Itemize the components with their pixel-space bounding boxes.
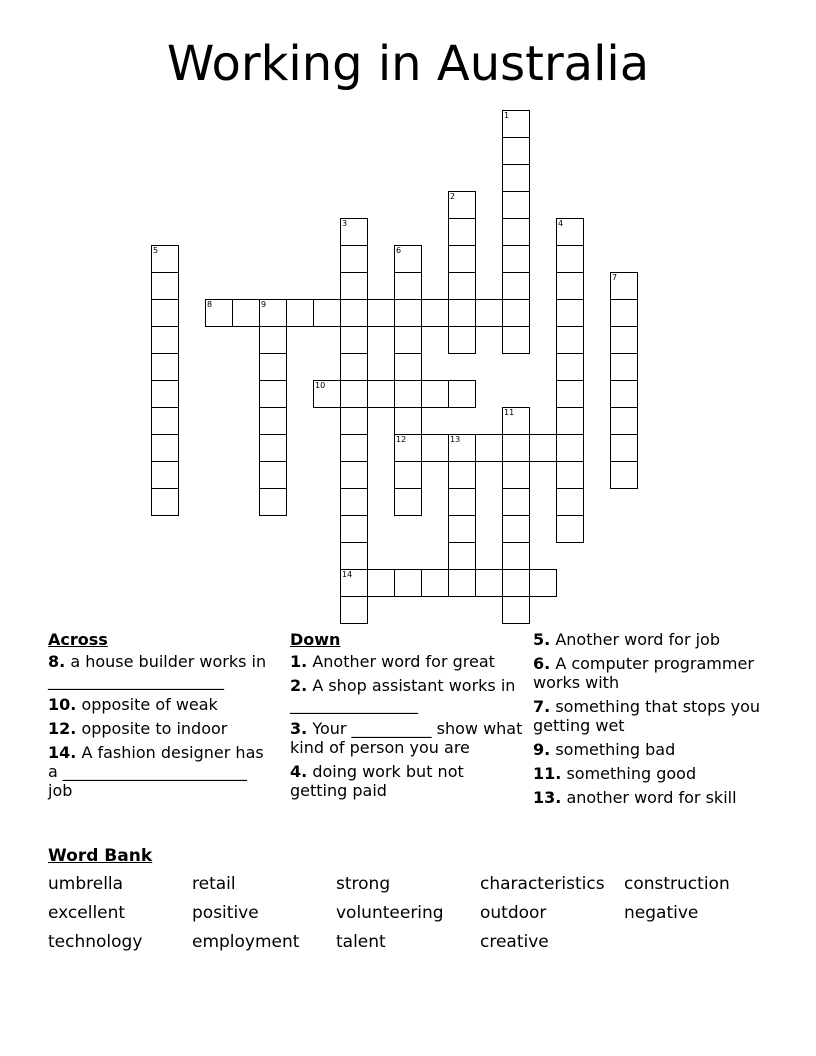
- grid-cell[interactable]: [151, 245, 179, 273]
- clue-number: 2: [450, 192, 456, 201]
- word-bank-word: creative: [480, 932, 549, 952]
- grid-cell[interactable]: [340, 461, 368, 489]
- grid-cell[interactable]: [475, 569, 503, 597]
- grid-cell[interactable]: [556, 488, 584, 516]
- grid-cell[interactable]: [340, 542, 368, 570]
- grid-cell[interactable]: [367, 380, 395, 408]
- grid-cell[interactable]: [502, 326, 530, 354]
- clue-number: 1: [504, 111, 510, 120]
- clue-number: 3: [342, 219, 348, 228]
- grid-cell[interactable]: [610, 272, 638, 300]
- grid-cell[interactable]: [556, 407, 584, 435]
- grid-cell[interactable]: [556, 380, 584, 408]
- word-bank-word: talent: [336, 932, 386, 952]
- grid-cell[interactable]: [151, 380, 179, 408]
- word-bank-word: umbrella: [48, 874, 124, 894]
- grid-cell[interactable]: [151, 461, 179, 489]
- grid-cell[interactable]: [610, 434, 638, 462]
- clue-across-10: 10. opposite of weak: [48, 695, 218, 714]
- grid-cell[interactable]: [259, 353, 287, 381]
- grid-cell[interactable]: [556, 353, 584, 381]
- grid-cell[interactable]: [421, 569, 449, 597]
- grid-cell[interactable]: [394, 407, 422, 435]
- grid-cell[interactable]: [394, 245, 422, 273]
- clue-down-5: 5. Another word for job: [533, 630, 720, 649]
- grid-cell[interactable]: [448, 218, 476, 246]
- grid-cell[interactable]: [556, 272, 584, 300]
- grid-cell[interactable]: [448, 191, 476, 219]
- grid-cell[interactable]: [151, 353, 179, 381]
- grid-cell[interactable]: [610, 299, 638, 327]
- grid-cell[interactable]: [556, 326, 584, 354]
- grid-cell[interactable]: [421, 434, 449, 462]
- grid-cell[interactable]: [340, 299, 368, 327]
- clue-down-9: 9. something bad: [533, 740, 676, 759]
- grid-cell[interactable]: [340, 596, 368, 624]
- grid-cell[interactable]: [502, 299, 530, 327]
- grid-cell[interactable]: [556, 299, 584, 327]
- grid-cell[interactable]: [556, 218, 584, 246]
- grid-cell[interactable]: [502, 488, 530, 516]
- clue-down-1: 1. Another word for great: [290, 652, 495, 671]
- across-clues: [48, 630, 276, 805]
- clue-number: 7: [612, 273, 618, 282]
- grid-cell[interactable]: [367, 299, 395, 327]
- page-title: Working in Australia: [166, 36, 650, 92]
- across-heading: Across: [48, 630, 108, 649]
- grid-cell[interactable]: [394, 569, 422, 597]
- grid-cell[interactable]: [610, 326, 638, 354]
- grid-cell[interactable]: [610, 407, 638, 435]
- grid-cell[interactable]: [313, 299, 341, 327]
- grid-cell[interactable]: [151, 272, 179, 300]
- grid-cell[interactable]: [340, 353, 368, 381]
- grid-cell[interactable]: [556, 461, 584, 489]
- clue-number: 10: [315, 381, 326, 390]
- grid-cell[interactable]: [610, 380, 638, 408]
- grid-cell[interactable]: [556, 245, 584, 273]
- grid-cell[interactable]: [367, 569, 395, 597]
- grid-cell[interactable]: [259, 461, 287, 489]
- word-bank-word: excellent: [48, 903, 126, 923]
- grid-cell[interactable]: [448, 434, 476, 462]
- clue-number: 12: [396, 435, 407, 444]
- grid-cell[interactable]: [502, 164, 530, 192]
- grid-cell[interactable]: [340, 272, 368, 300]
- grid-cell[interactable]: [259, 488, 287, 516]
- word-bank-word: technology: [48, 932, 143, 952]
- grid-cell[interactable]: [502, 191, 530, 219]
- grid-cell[interactable]: [502, 542, 530, 570]
- grid-cell[interactable]: [394, 326, 422, 354]
- grid-cell[interactable]: [151, 326, 179, 354]
- grid-cell[interactable]: [394, 461, 422, 489]
- grid-cell[interactable]: [448, 272, 476, 300]
- grid-cell[interactable]: [502, 137, 530, 165]
- word-bank-word: construction: [624, 874, 730, 894]
- grid-cell[interactable]: [259, 380, 287, 408]
- grid-cell[interactable]: [394, 353, 422, 381]
- grid-cell[interactable]: [340, 245, 368, 273]
- word-bank-word: positive: [192, 903, 259, 923]
- clue-number: 5: [153, 246, 159, 255]
- grid-cell[interactable]: [529, 434, 557, 462]
- grid-cell[interactable]: [286, 299, 314, 327]
- clue-across-8: 8. a house builder works in ______________________: [48, 652, 267, 690]
- grid-cell[interactable]: [340, 380, 368, 408]
- clue-number: 8: [207, 300, 213, 309]
- grid-cell[interactable]: [340, 569, 368, 597]
- grid-cell[interactable]: [529, 569, 557, 597]
- grid-cell[interactable]: [151, 299, 179, 327]
- grid-cell[interactable]: [448, 542, 476, 570]
- grid-cell[interactable]: [232, 299, 260, 327]
- grid-cell[interactable]: [340, 515, 368, 543]
- grid-cell[interactable]: [340, 407, 368, 435]
- grid-cell[interactable]: [502, 569, 530, 597]
- grid-cell[interactable]: [394, 488, 422, 516]
- grid-cell[interactable]: [448, 326, 476, 354]
- grid-cell[interactable]: [502, 218, 530, 246]
- grid-cell[interactable]: [205, 299, 233, 327]
- clue-number: 14: [342, 570, 353, 579]
- grid-cell[interactable]: [151, 488, 179, 516]
- grid-cell[interactable]: [340, 434, 368, 462]
- word-bank-word: characteristics: [480, 874, 605, 894]
- grid-cell[interactable]: [610, 353, 638, 381]
- clue-number: 11: [504, 408, 515, 417]
- word-bank-word: volunteering: [336, 903, 444, 923]
- word-bank-word: employment: [192, 932, 300, 952]
- grid-cell[interactable]: [151, 407, 179, 435]
- word-bank-word: negative: [624, 903, 699, 923]
- grid-cell[interactable]: [421, 299, 449, 327]
- grid-cell[interactable]: [313, 380, 341, 408]
- grid-cell[interactable]: [259, 434, 287, 462]
- grid-cell[interactable]: [502, 245, 530, 273]
- down-clues-continued: [533, 630, 773, 812]
- grid-cell[interactable]: [394, 434, 422, 462]
- clue-across-14: 14. A fashion designer has a _______________________ job: [48, 743, 264, 800]
- grid-cell[interactable]: [556, 515, 584, 543]
- grid-cell[interactable]: [340, 218, 368, 246]
- clue-number: 9: [261, 300, 267, 309]
- grid-cell[interactable]: [340, 488, 368, 516]
- grid-cell[interactable]: [448, 569, 476, 597]
- grid-cell[interactable]: [502, 461, 530, 489]
- grid-cell[interactable]: [556, 434, 584, 462]
- grid-cell[interactable]: [502, 110, 530, 138]
- grid-cell[interactable]: [448, 461, 476, 489]
- grid-cell[interactable]: [502, 272, 530, 300]
- grid-cell[interactable]: [394, 272, 422, 300]
- clue-down-11: 11. something good: [533, 764, 697, 783]
- grid-cell[interactable]: [448, 488, 476, 516]
- clue-number: 6: [396, 246, 402, 255]
- clue-number: 4: [558, 219, 564, 228]
- clue-down-6: 6. A computer programmer works with: [533, 654, 754, 692]
- clue-down-13: 13. another word for skill: [533, 788, 737, 807]
- word-bank-heading: Word Bank: [48, 846, 153, 866]
- clue-down-4: 4. doing work but not getting paid: [290, 762, 464, 800]
- grid-cell[interactable]: [610, 461, 638, 489]
- grid-cell[interactable]: [448, 299, 476, 327]
- grid-cell[interactable]: [259, 326, 287, 354]
- grid-cell[interactable]: [502, 434, 530, 462]
- clue-down-2: 2. A shop assistant works in ________________: [290, 676, 516, 714]
- grid-cell[interactable]: [448, 515, 476, 543]
- grid-cell[interactable]: [340, 326, 368, 354]
- grid-cell[interactable]: [394, 299, 422, 327]
- word-bank-word: outdoor: [480, 903, 547, 923]
- grid-cell[interactable]: [151, 434, 179, 462]
- word-bank-word: strong: [336, 874, 391, 894]
- grid-cell[interactable]: [448, 245, 476, 273]
- clue-number: 13: [450, 435, 461, 444]
- clue-down-7: 7. something that stops you getting wet: [533, 697, 761, 735]
- grid-cell[interactable]: [259, 299, 287, 327]
- grid-cell[interactable]: [448, 380, 476, 408]
- grid-cell[interactable]: [502, 596, 530, 624]
- grid-cell[interactable]: [502, 407, 530, 435]
- grid-cell[interactable]: [475, 434, 503, 462]
- down-clues: [290, 630, 526, 805]
- down-heading: Down: [290, 630, 341, 649]
- grid-cell[interactable]: [394, 380, 422, 408]
- grid-cell[interactable]: [421, 380, 449, 408]
- grid-cell[interactable]: [475, 299, 503, 327]
- clue-across-12: 12. opposite to indoor: [48, 719, 228, 738]
- grid-cell[interactable]: [259, 407, 287, 435]
- grid-cell[interactable]: [502, 515, 530, 543]
- word-bank-word: retail: [192, 874, 236, 894]
- clue-down-3: 3. Your __________ show what kind of person you are: [290, 719, 523, 757]
